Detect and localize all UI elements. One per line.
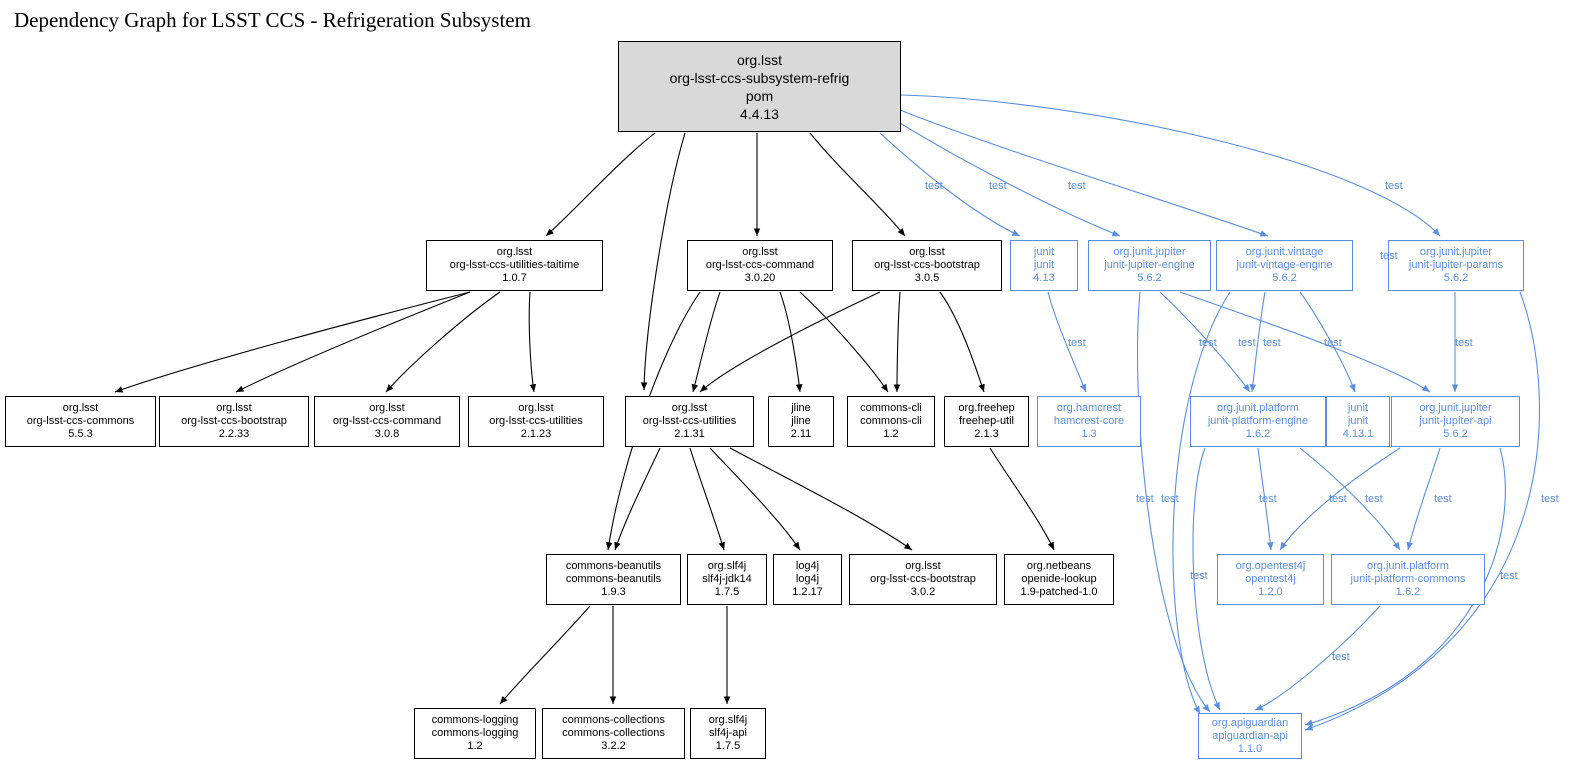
- edge-label-test: test: [925, 180, 943, 192]
- graph-node-line: jline: [791, 415, 811, 427]
- graph-node-line: commons-collections: [562, 714, 665, 726]
- graph-edge: [780, 292, 800, 392]
- graph-edge: [700, 292, 880, 392]
- graph-node-line: 2.1.3: [974, 428, 999, 440]
- graph-node-line: org-lsst-ccs-command: [705, 259, 815, 271]
- graph-node-line: 1.2: [883, 428, 899, 440]
- edge-label-test: test: [1329, 493, 1347, 505]
- graph-node-line: apiguardian-api: [1212, 729, 1288, 742]
- graph-node-line: org-lsst-ccs-bootstrap: [870, 573, 976, 585]
- graph-node-line: org.lsst: [62, 402, 99, 414]
- graph-node-jupiter_api: [1391, 396, 1520, 447]
- graph-edge: [800, 292, 888, 392]
- graph-node-line: commons-logging: [431, 727, 519, 739]
- edge-label-test: test: [989, 180, 1007, 192]
- edge-label-test: test: [1259, 493, 1277, 505]
- graph-node-junit4131: [1326, 396, 1390, 447]
- graph-edge: [1300, 448, 1400, 550]
- graph-node-line: org.lsst: [909, 246, 945, 258]
- graph-edge: [1173, 292, 1230, 714]
- graph-node-line: org.junit.platform: [1217, 402, 1299, 414]
- graph-node-log4j: [773, 554, 842, 605]
- graph-node-apiguardian: [1198, 713, 1302, 759]
- graph-edge: [990, 448, 1054, 550]
- edge-label-test: test: [1500, 570, 1518, 582]
- graph-node-line: org.lsst: [496, 246, 533, 258]
- graph-node-line: 4.13: [1033, 272, 1055, 284]
- graph-node-line: org.lsst: [216, 402, 252, 414]
- graph-node-line: org.netbeans: [1026, 560, 1092, 572]
- graph-node-beanutils: [546, 554, 681, 605]
- graph-node-line: org-lsst-ccs-commons: [26, 415, 135, 427]
- edge-label-test: test: [1455, 337, 1473, 349]
- graph-node-line: junit: [1347, 402, 1369, 414]
- graph-node-line: org-lsst-ccs-utilities-taitime: [449, 259, 580, 271]
- graph-node-commons_cli: [847, 396, 935, 447]
- graph-node-line: commons-beanutils: [565, 573, 662, 585]
- graph-edge: [386, 292, 500, 392]
- graph-node-line: 2.2.33: [218, 428, 250, 440]
- graph-node-line: org.apiguardian: [1211, 716, 1289, 729]
- graph-node-utilities_2123: [468, 396, 604, 447]
- edge-label-test: test: [1332, 651, 1350, 663]
- graph-node-line: org-lsst-ccs-utilities: [642, 415, 737, 427]
- graph-node-line: org.slf4j: [707, 560, 747, 572]
- edge-label-test: test: [1380, 250, 1398, 262]
- graph-node-line: pom: [745, 87, 774, 104]
- graph-node-line: 3.2.2: [601, 740, 626, 752]
- graph-node-line: 2.11: [790, 428, 812, 440]
- graph-edge: [546, 133, 655, 236]
- graph-node-line: jline: [791, 402, 811, 414]
- graph-edge: [693, 292, 720, 392]
- graph-node-line: org.junit.platform: [1367, 560, 1449, 572]
- graph-node-line: 4.13.1: [1342, 428, 1374, 440]
- graph-node-utilities_2131: [625, 396, 754, 447]
- edge-label-test: test: [1136, 493, 1154, 505]
- graph-node-line: org-lsst-ccs-bootstrap: [874, 259, 980, 271]
- graph-node-line: commons-cli: [860, 415, 922, 427]
- graph-node-line: org.lsst: [518, 402, 554, 414]
- graph-node-line: openide-lookup: [1021, 573, 1097, 585]
- graph-edge: [1255, 606, 1380, 710]
- graph-edge: [895, 120, 1120, 236]
- graph-node-line: 3.0.5: [914, 272, 940, 284]
- graph-node-line: org.lsst: [905, 560, 941, 572]
- graph-node-line: commons-logging: [431, 714, 519, 726]
- graph-node-platform_commons: [1331, 554, 1485, 605]
- edge-label-test: test: [1068, 180, 1086, 192]
- graph-node-line: 1.2.17: [792, 586, 823, 598]
- graph-node-line: commons-beanutils: [565, 560, 662, 572]
- graph-node-line: org-lsst-ccs-utilities: [489, 415, 583, 427]
- graph-node-opentest4j: [1217, 554, 1324, 605]
- graph-node-vintage_engine: [1216, 240, 1353, 291]
- edge-label-test: test: [1190, 570, 1208, 582]
- graph-node-line: 1.9-patched-1.0: [1020, 586, 1098, 598]
- graph-node-line: 5.5.3: [68, 428, 93, 440]
- graph-node-bootstrap_302: [849, 554, 997, 605]
- graph-edge: [1180, 292, 1430, 392]
- graph-node-line: 3.0.8: [374, 428, 400, 440]
- graph-node-line: org.slf4j: [708, 714, 748, 726]
- graph-node-line: junit-jupiter-engine: [1104, 259, 1195, 271]
- graph-node-jupiter_params: [1388, 240, 1524, 291]
- edge-label-test: test: [1365, 493, 1383, 505]
- graph-node-line: 1.0.7: [502, 272, 527, 284]
- graph-node-line: 1.3: [1081, 428, 1097, 440]
- graph-node-line: junit: [1033, 259, 1055, 271]
- graph-edge: [500, 606, 590, 704]
- edge-label-test: test: [1199, 337, 1217, 349]
- graph-node-line: commons-cli: [860, 402, 922, 414]
- graph-node-line: 1.9.3: [601, 586, 626, 598]
- graph-node-line: 1.7.5: [715, 740, 741, 752]
- graph-node-line: junit-jupiter-params: [1408, 259, 1504, 271]
- graph-node-line: commons-collections: [562, 727, 665, 739]
- graph-node-line: 1.1.0: [1237, 742, 1263, 755]
- graph-node-line: org.freehep: [958, 402, 1015, 414]
- page-title: Dependency Graph for LSST CCS - Refrigeration Subsystem: [14, 8, 531, 32]
- graph-node-bootstrap_2233: [159, 396, 309, 447]
- graph-node-line: 5.6.2: [1443, 272, 1469, 284]
- graph-node-line: hamcrest-core: [1053, 415, 1125, 427]
- graph-node-line: org-lsst-ccs-command: [332, 415, 442, 427]
- edge-label-test: test: [1068, 337, 1086, 349]
- graph-node-line: org.junit.jupiter: [1419, 402, 1492, 414]
- graph-node-line: org.lsst: [736, 51, 783, 68]
- graph-node-line: org-lsst-ccs-subsystem-refrig: [669, 69, 850, 86]
- graph-node-line: 2.1.23: [520, 428, 552, 440]
- graph-node-line: 1.7.5: [714, 586, 740, 598]
- graph-edge: [690, 448, 724, 550]
- graph-edge: [644, 133, 685, 390]
- graph-node-line: junit-jupiter-api: [1419, 415, 1492, 427]
- edge-label-test: test: [1385, 180, 1403, 192]
- graph-node-freehep: [944, 396, 1029, 447]
- graph-node-slf4j_api: [690, 708, 766, 759]
- graph-node-bootstrap_305: [852, 240, 1002, 291]
- graph-node-line: 1.6.2: [1245, 428, 1271, 440]
- edge-label-test: test: [1541, 493, 1559, 505]
- graph-node-line: junit-platform-commons: [1350, 573, 1466, 585]
- edge-label-test: test: [1324, 337, 1342, 349]
- graph-node-openide: [1004, 554, 1114, 605]
- graph-edge: [710, 448, 800, 550]
- graph-node-line: org.junit.jupiter: [1113, 246, 1186, 258]
- graph-node-line: junit-platform-engine: [1207, 415, 1309, 427]
- graph-node-line: 5.6.2: [1443, 428, 1468, 440]
- graph-edge: [115, 292, 470, 392]
- graph-node-line: slf4j-jdk14: [702, 573, 752, 585]
- graph-node-command_308: [314, 396, 460, 447]
- graph-node-commons_collections: [542, 708, 685, 759]
- graph-node-line: org.hamcrest: [1056, 402, 1122, 414]
- graph-node-line: 1.6.2: [1395, 586, 1421, 598]
- edge-label-test: test: [1434, 493, 1452, 505]
- graph-node-line: org.lsst: [742, 246, 778, 258]
- edge-label-test: test: [1263, 337, 1281, 349]
- graph-node-line: org-lsst-ccs-bootstrap: [181, 415, 287, 427]
- graph-node-line: 5.6.2: [1137, 272, 1162, 284]
- graph-node-line: org.lsst: [671, 402, 708, 414]
- graph-node-commons_logging: [414, 708, 536, 759]
- graph-node-slf4j_jdk14: [687, 554, 767, 605]
- graph-node-line: opentest4j: [1245, 573, 1296, 585]
- graph-edge: [940, 292, 984, 392]
- graph-node-line: log4j: [795, 560, 820, 572]
- graph-node-line: junit-vintage-engine: [1236, 259, 1333, 271]
- graph-node-line: 3.0.2: [910, 586, 936, 598]
- graph-node-jline: [768, 396, 834, 447]
- graph-node-line: log4j: [795, 573, 820, 585]
- graph-node-line: org.lsst: [369, 402, 405, 414]
- graph-edge: [810, 133, 905, 236]
- graph-node-line: org.opentest4j: [1235, 560, 1306, 572]
- graph-node-root: [618, 41, 901, 132]
- graph-node-jupiter_engine: [1088, 240, 1211, 291]
- graph-node-commons_553: [5, 396, 156, 447]
- graph-edge: [900, 110, 1268, 236]
- graph-node-line: org.junit.vintage: [1245, 246, 1324, 258]
- graph-node-line: 5.6.2: [1272, 272, 1297, 284]
- graph-edge: [897, 292, 900, 392]
- graph-node-line: 2.1.31: [674, 428, 705, 440]
- graph-node-line: 4.4.13: [740, 105, 779, 122]
- graph-node-platform_engine: [1190, 396, 1326, 447]
- graph-node-line: slf4j-api: [709, 727, 747, 739]
- graph-node-line: 3.0.20: [744, 272, 776, 284]
- graph-node-line: freehep-util: [958, 415, 1015, 427]
- graph-node-line: junit: [1347, 415, 1369, 427]
- graph-node-line: 1.2.0: [1258, 586, 1283, 598]
- graph-edge: [615, 448, 660, 550]
- graph-node-command_3020: [687, 240, 833, 291]
- graph-node-taitime: [426, 240, 603, 291]
- graph-node-line: junit: [1033, 246, 1055, 258]
- graph-node-junit413: [1010, 240, 1078, 291]
- graph-node-line: org.junit.jupiter: [1419, 246, 1493, 258]
- graph-edge: [529, 292, 534, 392]
- graph-node-hamcrest: [1037, 396, 1141, 447]
- edge-label-test: test: [1161, 493, 1179, 505]
- edge-label-test: test: [1238, 337, 1256, 349]
- graph-node-line: 1.2: [467, 740, 483, 752]
- graph-edge: [236, 292, 470, 392]
